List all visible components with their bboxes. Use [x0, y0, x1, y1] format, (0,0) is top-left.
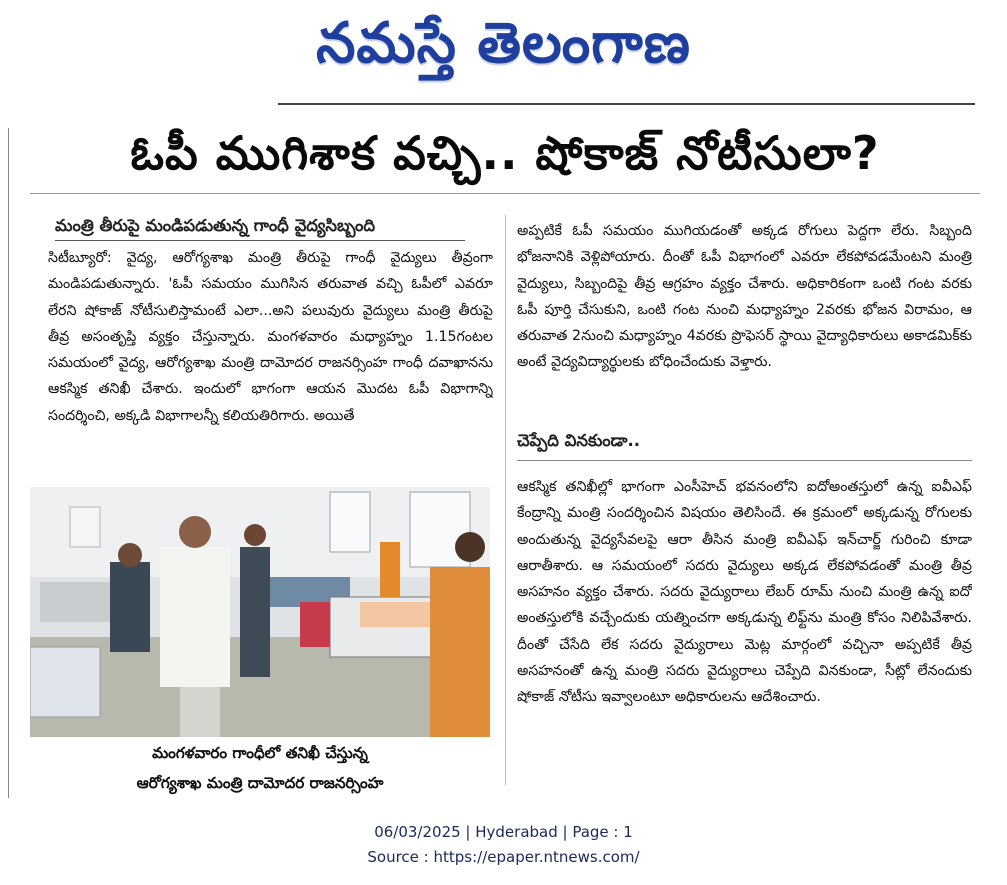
newspaper-logo: నమస్తే తెలంగాణ [316, 10, 691, 76]
right-paragraph-2: ఆకస్మిక తనిఖీల్లో భాగంగా ఎంసీహెచ్ భవనంలోని ఐదోఅంతస్తులో ఉన్న ఐవీఎఫ్ కేంద్రాన్ని మంత్రి సందర్శించిన విషయం తెలిసిందే. ఈ క్రమంలో అక్కడున్న రోగులకు అందుతున్న వైద్యసేవలపై ఆరా తీసిన మంత్రి ఐవీఎఫ్ ఇన్‌చార్జ్ గురించి కూడా ఆరాతీశారు. ఆ సమయంలో సదరు వైద్యులు అక్కడ లేకపోవడంతో మంత్రి తీవ్ర అసహనం వ్యక్తం చేశారు. సదరు వైద్యురాలు లేబర్ రూమ్ నుంచి మంత్రి ఉన్న ఐదో అంతస్తులోకి వచ్చేందుకు యత్నించగా అక్కడున్న లిఫ్ట్‌ను మంత్రి కోసం నిలిపివేశారు. దీంతో చేసేది లేక సదరు వైద్యురాలు మెట్ల మార్గంలో వచ్చినా అప్పటికే తీవ్ర అసహనంతో ఉన్న మంత్రి సదరు వైద్యురాలు చెప్పేది వినకుండా, సీట్లో లేనందుకు షోకాజ్ నోటీసు ఇవ్వాలంటూ అధికారులను ఆదేశించారు. [517, 479, 972, 706]
article-subhead: మంత్రి తీరుపై మండిపడుతున్న గాంధీ వైద్యసిబ్బంది [55, 212, 465, 241]
right-paragraph-1: అప్పటికే ఓపీ సమయం ముగియడంతో అక్కడ రోగులు పెద్దగా లేరు. సిబ్బంది భోజనానికి వెళ్లిపోయారు. దీంతో ఓపీ విభాగంలో ఎవరూ లేకపోవడమేంటని మంత్రి వైద్యులు, సిబ్బందిపై తీవ్ర ఆగ్రహం వ్యక్తం చేశారు. అధికారికంగా ఒంటి గంట వరకు ఓపీ పూర్తి చేసుకుని, ఒంటి గంట నుంచి మధ్యాహ్నం 2వరకు భోజన విరామం, ఆ తరువాత 2నుంచి మధ్యాహ్నం 4వరకు ప్రొఫెసర్ స్థాయి వైద్యాధికారులు అకాడమిక్‌కు అంటే వైద్యవిద్యార్థులకు బోధించేందుకు వెళ్తారు. [517, 223, 972, 371]
side-subhead-divider [517, 460, 972, 461]
article-photo [30, 487, 490, 737]
photo-caption [30, 738, 490, 798]
hospital-ward-image [30, 487, 490, 737]
left-column-text [48, 245, 493, 480]
masthead-divider [278, 103, 975, 105]
right-column-top-text [517, 218, 972, 418]
left-paragraph: సిటీబ్యూరో: వైద్య, ఆరోగ్యశాఖ మంత్రి తీరుపై గాంధీ వైద్యులు తీవ్రంగా మండిపడుతున్నారు. 'ఓపీ సమయం ముగిసిన తరువాత వచ్చి ఓపీలో ఎవరూ లేరని షోకాజ్ నోటీసులిస్తామంటే ఎలా...అని పలువురు వైద్యులు మంత్రి తీరుపై తీవ్ర అసంతృప్తి వ్యక్తం చేస్తున్నారు. మంగళవారం మధ్యాహ్నం 1.15గంటల సమయంలో వైద్య, ఆరోగ్యశాఖ మంత్రి దామోదర రాజనర్సింహ గాంధీ దవాఖానను ఆకస్మిక తనిఖీ చేశారు. ఇందులో భాగంగా ఆయన మొదట ఓపీ విభాగాన్ని సందర్శించి, అక్కడి విభాగాలన్నీ కలియతిరిగారు. అయితే [48, 250, 493, 424]
right-column-bottom-text [517, 474, 972, 779]
footer-source-line[interactable]: Source : https://epaper.ntnews.com/ [367, 848, 640, 866]
left-border-rule [8, 128, 9, 798]
headline-divider [30, 193, 980, 194]
footer-date-line: 06/03/2025 | Hyderabad | Page : 1 [374, 823, 633, 841]
side-subhead: చెప్పేది వినకుండా.. [517, 431, 641, 450]
page-footer [0, 820, 1007, 870]
masthead [0, 0, 1007, 100]
article-headline: ఓపీ ముగిశాక వచ్చి.. షోకాజ్ నోటీసులా? [130, 126, 880, 180]
caption-line-2: ఆరోగ్యశాఖ మంత్రి దామోదర రాజనర్సింహ [136, 774, 384, 792]
caption-line-1: మంగళవారం గాంధీలో తనిఖీ చేస్తున్న [152, 744, 368, 762]
column-divider [505, 215, 506, 785]
